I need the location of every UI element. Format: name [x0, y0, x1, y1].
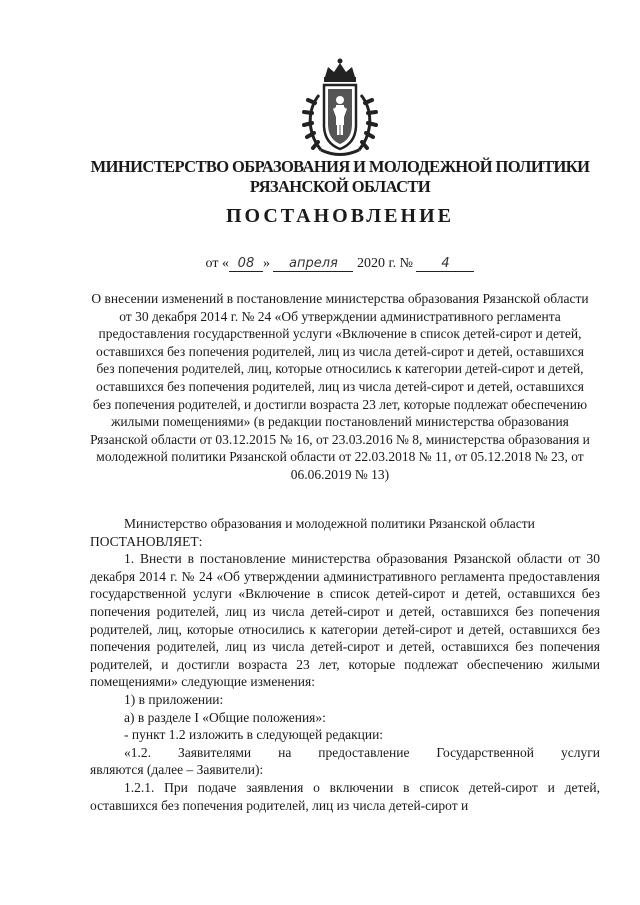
date-line	[70, 256, 610, 272]
document-subject: О внесении изменений в постановление министерства образования Рязанской области от 30 декабря 2014 г. № 24 «Об утверждении административного регламента предоставления государственной услуги «Включение в список детей-сирот и детей, оставшихся без попечения родителей, лиц из числа детей-сирот и детей, оставшихся без попечения родителей, лиц, которые относились к категории детей-сирот и детей, оставшихся без попечения родителей, лиц из числа детей-сирот и детей, оставшихся без попечения родителей, и достигли возраста 23 лет, которые подлежат обеспечению жилыми помещениями» (в редакции постановлений министерства образования Рязанской области от 03.12.2015 № 16, от 23.03.2016 № 8, министерства образования и молодежной политики Рязанской области от 22.03.2018 № 11, от 05.12.2018 № 23, от 06.06.2019 № 13)	[90, 291, 590, 482]
document-body	[90, 515, 600, 814]
body-clause-line2: являются (далее – Заявители):	[90, 762, 264, 778]
date-sep: »	[262, 256, 274, 271]
body-clause-line1: «1.2. Заявителями на предоставление Государственной услуги	[124, 744, 600, 760]
date-month: апреля	[273, 256, 353, 272]
ministry-name-line1: МИНИСТЕРСТВО ОБРАЗОВАНИЯ И МОЛОДЕЖНОЙ ПОЛИТИКИ	[90, 157, 590, 176]
date-prefix: от «	[205, 256, 229, 271]
coat-of-arms-icon	[297, 55, 383, 163]
date-year: 2020 г. №	[353, 256, 413, 271]
document-number: 4	[416, 256, 474, 272]
body-sub-3: - пункт 1.2 изложить в следующей редакции:	[124, 727, 384, 743]
body-sub-1: 1) в приложении:	[124, 691, 224, 707]
body-item-1: 1. Внести в постановление министерства образования Рязанской области от 30 декабря 2014 г. № 24 «Об утверждении административного регламента предоставления государственной услуги «Включение в список детей-сирот и детей, оставшихся без попечения родителей, лиц из числа детей-сирот и детей, оставшихся без попечения родителей, лиц, которые относились к категории детей-сирот и детей, оставшихся без попечения родителей, лиц из числа детей-сирот и детей, оставшихся без попечения родителей, и достигли возраста 23 лет, которые подлежат обеспечению жилыми помещениями» следующие изменения:	[90, 551, 600, 690]
body-sub-2: а) в разделе I «Общие положения»:	[124, 709, 326, 725]
document-type-title: ПОСТАНОВЛЕНИЕ	[226, 205, 454, 227]
date-day: 08	[229, 256, 263, 272]
body-resolve: ПОСТАНОВЛЯЕТ:	[90, 533, 203, 549]
body-clause-1-2-1: 1.2.1. При подаче заявления о включении в список детей-сирот и детей, оставшихся без попечения родителей, лиц из числа детей-сирот и	[90, 779, 600, 813]
ministry-name-line2: РЯЗАНСКОЙ ОБЛАСТИ	[249, 177, 431, 196]
body-intro: Министерство образования и молодежной политики Рязанской области	[124, 516, 535, 531]
